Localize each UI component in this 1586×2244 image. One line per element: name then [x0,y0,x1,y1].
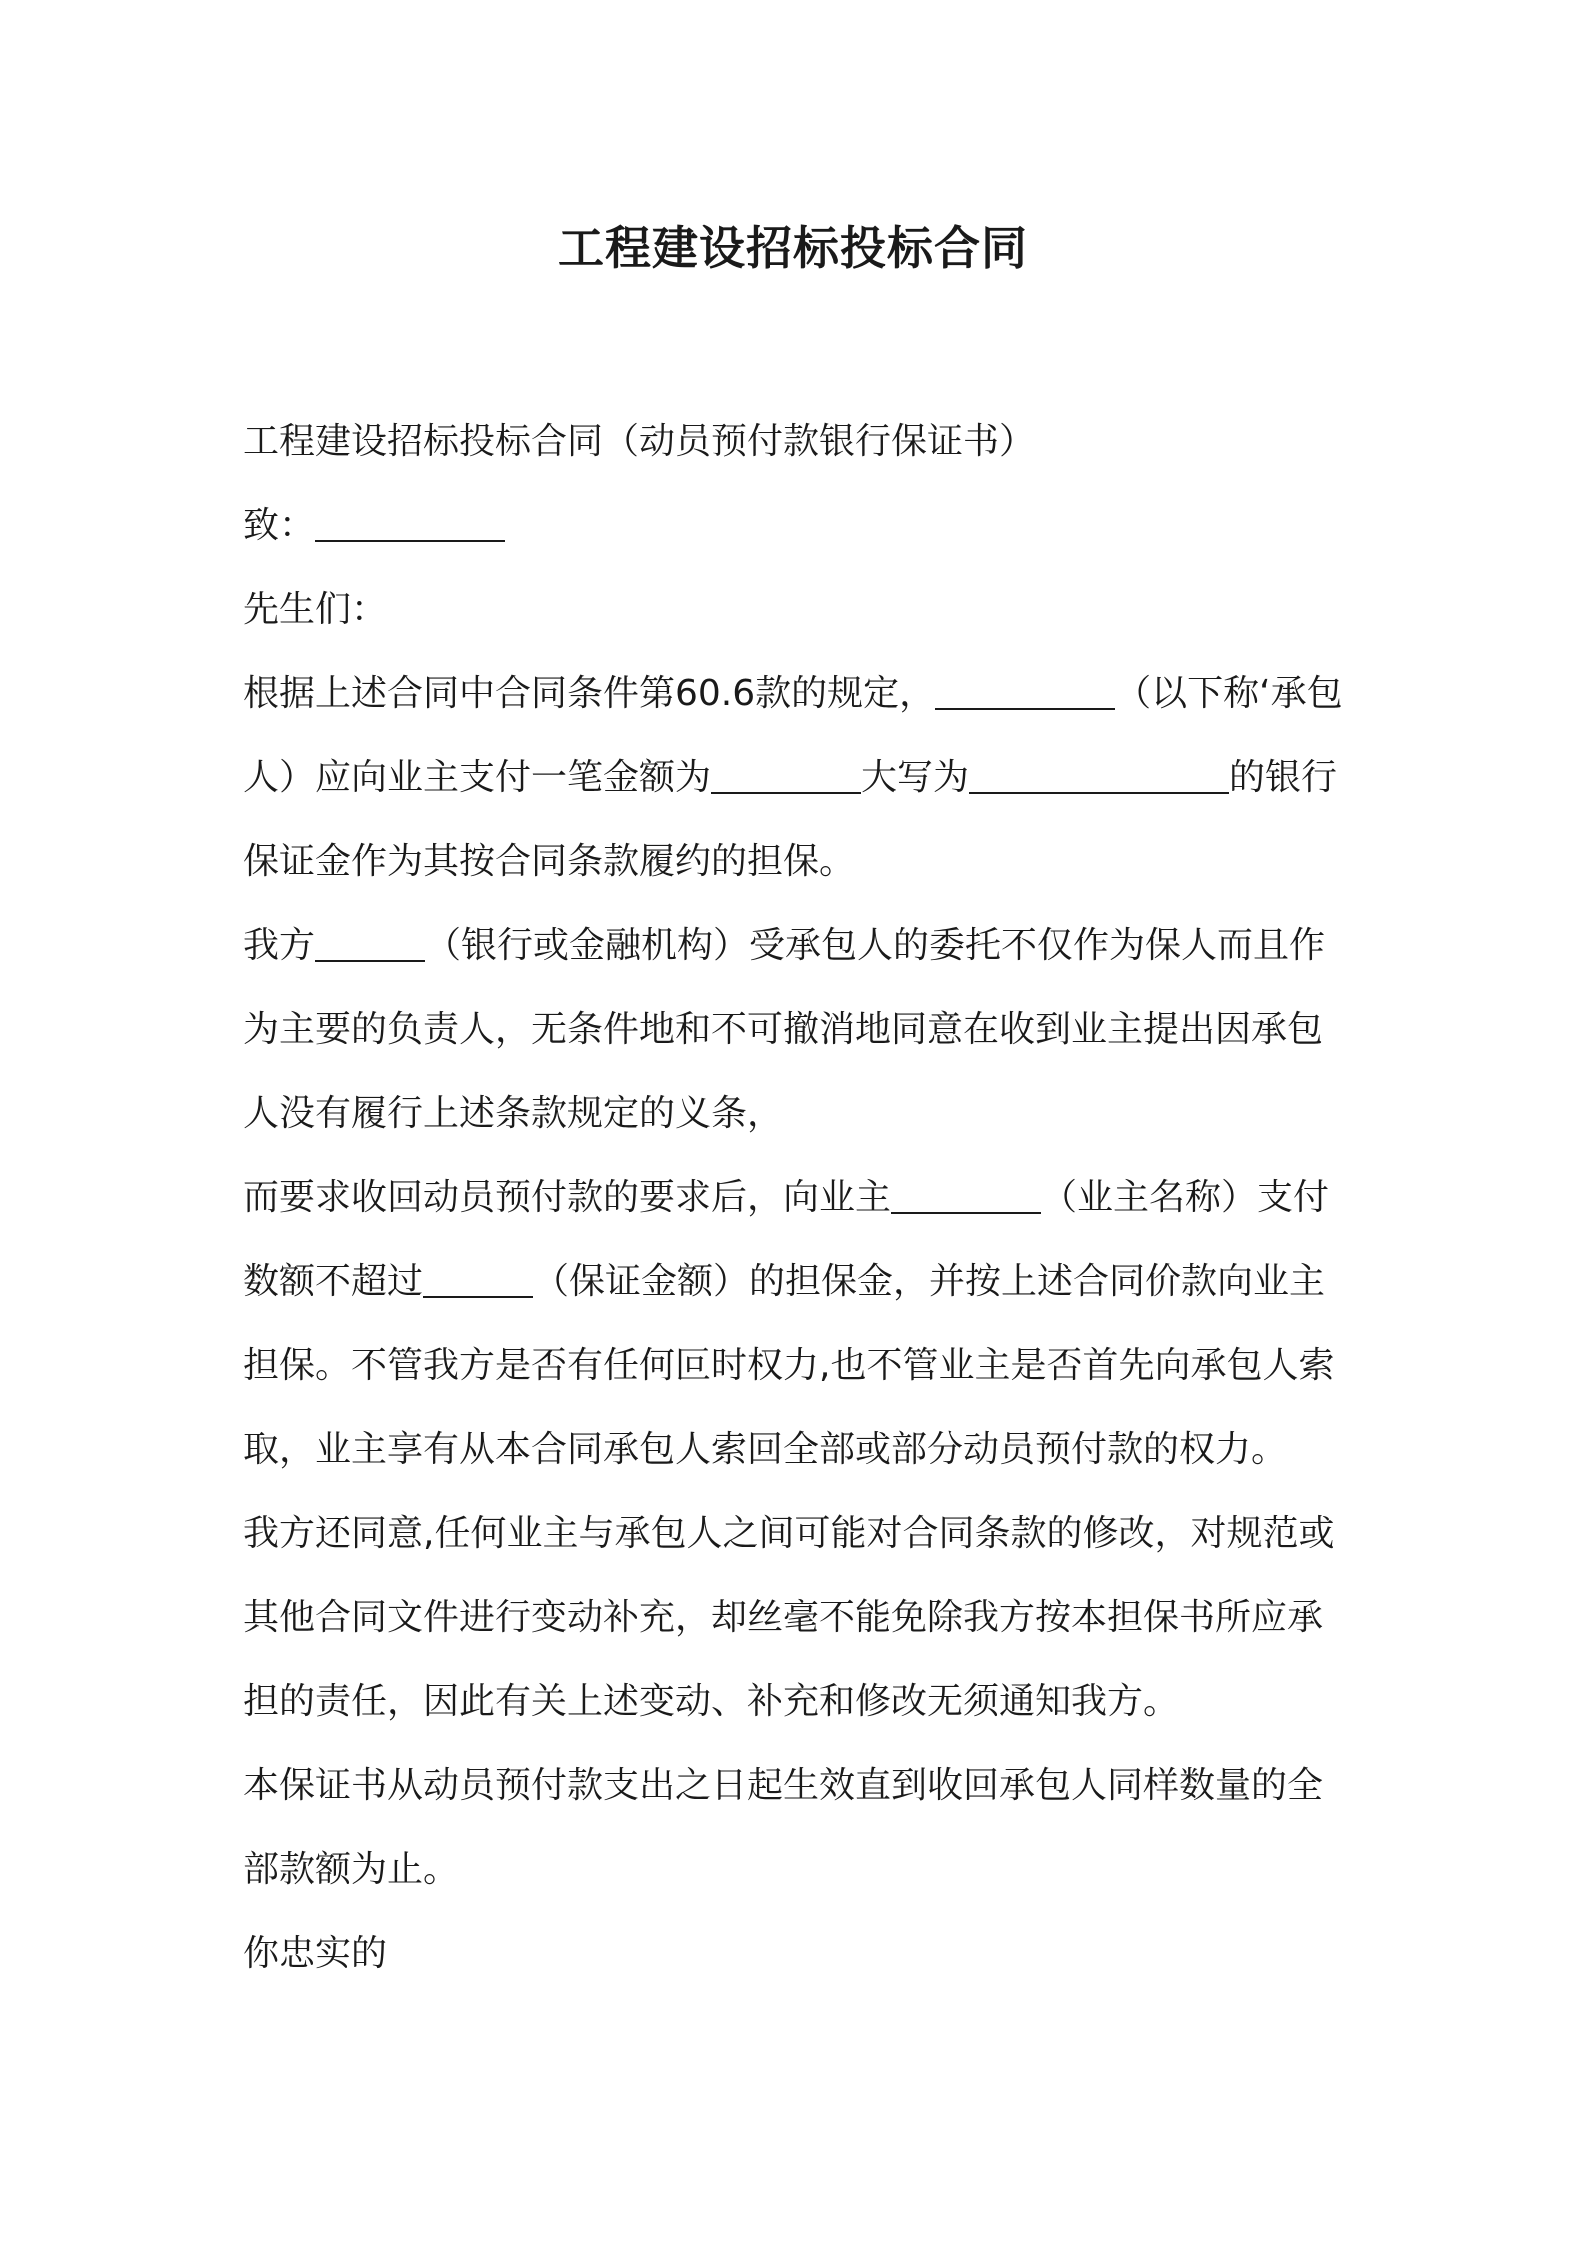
para3-text-b: （业主名称）支付数额不超过 [243,1177,1330,1302]
addressee-line [243,484,1353,568]
paragraph-validity: 本保证书从动员预付款支出之日起生效直到收回承包人同样数量的全部款额为止。 [243,1765,1324,1890]
paragraph-payment-terms [243,1156,1353,1492]
closing: 你忠实的 [243,1933,388,1974]
para3-text-c: （保证金额）的担保金，并按上述合同价款向业主担保。不管我方是否有任何叵时权力,也不管业主是否首先向承包人索取，业主享有从本合同承包人索回全部或部分动员预付款的权力。 [243,1261,1335,1470]
para1-text-a: 根据上述合同中合同条件第60.6款的规定， [243,673,936,714]
para1-text-d: 的银行保证金作为其按合同条款履约的担保。 [243,757,1338,882]
para2-text-b: （银行或金融机构）受承包人的委托不仅作为保人而且作为主要的负责人，无条件地和不可撤消地同意在收到业主提出因承包人没有履行上述条款规定的义条， [243,925,1326,1134]
guarantee-amount-blank [423,1260,533,1298]
bank-name-blank [315,924,425,962]
salutation: 先生们： [243,589,388,630]
para2-text-a: 我方 [243,925,316,966]
para3-text-a: 而要求收回动员预付款的要求后，向业主 [243,1177,892,1218]
paragraph-modifications: 我方还同意,任何业主与承包人之间可能对合同条款的修改，对规范或其他合同文件进行变动补充，却丝毫不能免除我方按本担保书所应承担的责任，因此有关上述变动、补充和修改无须通知我方。 [243,1513,1335,1722]
document-body [243,400,1353,1996]
para1-text-c: 大写为 [861,757,970,798]
paragraph-bank-commitment [243,904,1353,1156]
amount-in-words-blank [969,756,1229,794]
contractor-blank [935,672,1115,710]
document-title: 工程建设招标投标合同 [558,221,1028,275]
paragraph-guarantee-basis [243,652,1353,904]
para1-text-b: （以下称‘承包人）应向业主支付一笔金额为 [243,673,1343,798]
document-subtitle: 工程建设招标投标合同（动员预付款银行保证书） [243,421,1036,462]
owner-name-blank [891,1176,1041,1214]
amount-blank [711,756,861,794]
addressee-blank [315,504,505,542]
to-label: 致： [243,505,316,546]
